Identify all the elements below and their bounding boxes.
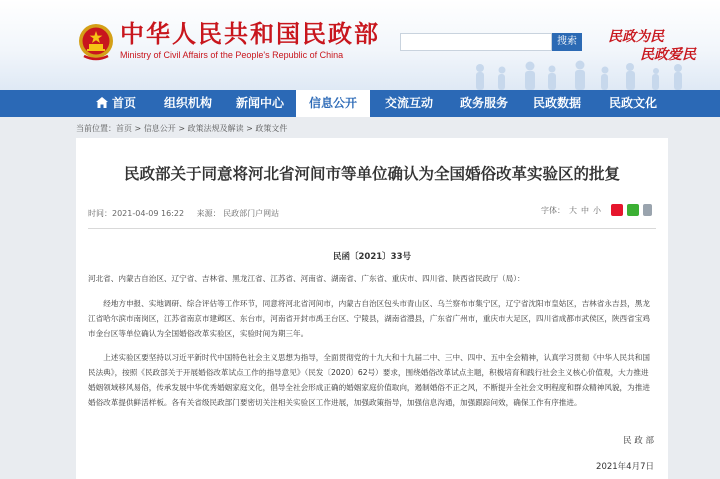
article-paragraph-2: 上述实验区要坚持以习近平新时代中国特色社会主义思想为指导，全面贯彻党的十九大和十九届二中、三中、四中、五中全会精神，认真学习贯彻《中华人民共和国民法典》，按照《民政部关于开展婚俗改革试点工作的指导意见》（民发〔2020〕62号）要求，围绕婚俗改革试点主题，积极培育和践行社会主义核心价值观，大力推进婚姻领域移风易俗，传承发展中华优秀婚姻家庭文化，倡导全社会形成正确的婚姻家庭价值取向，遏制婚俗不正之风，不断提升全社会文明程度和群众精神风貌，为推进婚俗改革提供鲜活样板。各有关省级民政部门要密切关注相关实验区工作进展，加强政策指导，加强信息沟通，加强跟踪问效，确保工作有序推进。 <box>88 353 650 407</box>
font-size-label: 字体： <box>541 205 565 215</box>
search-input[interactable] <box>400 33 552 51</box>
nav-item-label: 首页 <box>111 96 136 110</box>
more-share-icon[interactable] <box>643 204 652 216</box>
article-time: 时间：2021-04-09 16:22 <box>88 209 185 218</box>
nav-item-culture[interactable]: 民政文化 <box>608 96 657 110</box>
national-emblem-icon <box>78 22 114 62</box>
font-size-small[interactable]: 小 <box>593 205 601 215</box>
breadcrumb-item-home[interactable]: 首页 <box>116 124 132 133</box>
slogan-line-1: 民政为民 <box>608 29 664 45</box>
article-title: 民政部关于同意将河北省河间市等单位确认为全国婚俗改革实验区的批复 <box>123 165 620 183</box>
nav-item-news[interactable]: 新闻中心 <box>235 96 284 110</box>
main-navigation <box>0 90 720 117</box>
meta-divider <box>88 228 656 229</box>
weibo-share-icon[interactable] <box>611 204 623 216</box>
site-logo-subtitle: Ministry of Civil Affairs of the People's Republic of China <box>120 50 344 60</box>
article-tools <box>541 204 652 216</box>
slogan-line-2: 民政爱民 <box>640 47 696 63</box>
breadcrumb-item-info[interactable]: 信息公开 <box>143 124 176 133</box>
breadcrumb-separator: > <box>175 124 188 133</box>
home-icon <box>96 97 108 108</box>
search-button[interactable]: 搜索 <box>552 33 582 51</box>
breadcrumb-item-policy[interactable]: 政策法规及解读 <box>187 124 244 133</box>
font-size-medium[interactable]: 中 <box>581 205 589 215</box>
people-silhouettes-decoration <box>440 58 700 90</box>
site-logo-title[interactable]: 中华人民共和国民政部 <box>120 20 380 48</box>
nav-item-home[interactable] <box>80 90 152 117</box>
breadcrumb-prefix: 当前位置： <box>76 124 116 133</box>
article-meta <box>88 208 289 219</box>
article-source: 来源： 民政部门户网站 <box>196 209 280 218</box>
nav-item-info-disclosure[interactable]: 信息公开 <box>296 90 370 117</box>
breadcrumb-separator: > <box>243 124 256 133</box>
breadcrumb-item-documents[interactable]: 政策文件 <box>255 124 288 133</box>
nav-item-interaction[interactable]: 交流互动 <box>384 96 433 110</box>
nav-item-organization[interactable]: 组织机构 <box>163 96 212 110</box>
article-container <box>76 138 668 479</box>
signature: 民 政 部 <box>623 436 654 446</box>
breadcrumb <box>76 123 287 134</box>
nav-item-services[interactable]: 政务服务 <box>459 96 508 110</box>
issue-date: 2021年4月7日 <box>596 462 654 472</box>
font-size-large[interactable]: 大 <box>569 205 577 215</box>
site-header <box>0 0 720 90</box>
document-number: 民函〔2021〕33号 <box>333 252 411 262</box>
wechat-share-icon[interactable] <box>627 204 639 216</box>
breadcrumb-separator: > <box>132 124 144 133</box>
article-paragraph-1: 经地方申报、实地调研、综合评估等工作环节，同意将河北省河间市，内蒙古自治区包头市青山区、乌兰察布市集宁区，辽宁省沈阳市皇姑区，吉林省永吉县，黑龙江省哈尔滨市南岗区，江苏省南京市建邺区、东台市，河南省开封市禹王台区、宁陵县，湖南省澧县，广东省广州市，重庆市大足区，四川省成都市武侯区，陕西省宝鸡市金台区等单位确认为全国婚俗改革实验区，实验时间为期三年。 <box>88 299 650 338</box>
nav-item-data[interactable]: 民政数据 <box>532 96 581 110</box>
addressees: 河北省、内蒙古自治区、辽宁省、吉林省、黑龙江省、江苏省、河南省、湖南省、广东省、重庆市、四川省、陕西省民政厅（局）： <box>88 274 525 283</box>
